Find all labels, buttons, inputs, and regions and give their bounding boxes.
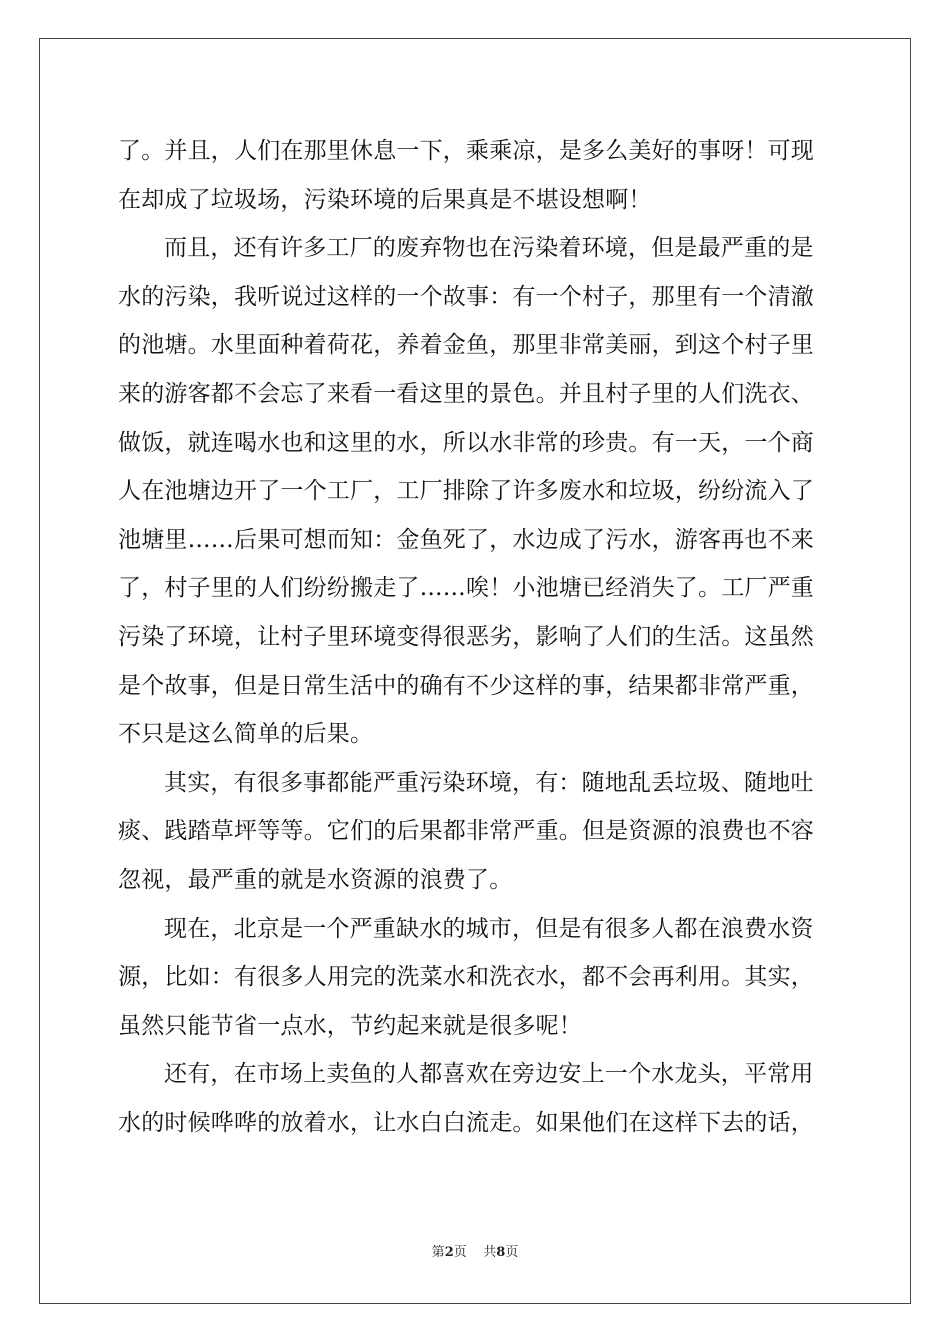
- paragraph-line: 源，比如：有很多人用完的洗菜水和洗衣水，都不会再利用。其实，: [118, 964, 814, 991]
- paragraph-line: 了，村子里的人们纷纷搬走了……唉！小池塘已经消失了。工厂严重: [118, 575, 814, 602]
- paragraph-line: 池塘里……后果可想而知：金鱼死了，水边成了污水，游客再也不来: [118, 526, 814, 553]
- paragraph-line: 还有，在市场上卖鱼的人都喜欢在旁边安上一个水龙头，平常用: [164, 1061, 814, 1088]
- paragraph-line: 来的游客都不会忘了来看一看这里的景色。并且村子里的人们洗衣、: [118, 380, 814, 407]
- paragraph-line: 在却成了垃圾场，污染环境的后果真是不堪设想啊！: [118, 186, 652, 213]
- document-body: [118, 127, 838, 1147]
- paragraph-line: 污染了环境，让村子里环境变得很恶劣，影响了人们的生活。这虽然: [118, 623, 814, 650]
- paragraph-line: 水的时候哗哗的放着水，让水白白流走。如果他们在这样下去的话，: [118, 1109, 814, 1136]
- paragraph-line: 是个故事，但是日常生活中的确有不少这样的事，结果都非常严重，: [118, 672, 814, 699]
- footer-suffix: 页: [505, 1245, 519, 1260]
- total-pages-number: 8: [496, 1245, 506, 1260]
- current-page-number: 2: [444, 1245, 454, 1260]
- paragraph-line: 痰、践踏草坪等等。它们的后果都非常严重。但是资源的浪费也不容: [118, 818, 814, 845]
- footer-prefix: 第: [431, 1245, 445, 1260]
- paragraph-line: 现在，北京是一个严重缺水的城市，但是有很多人都在浪费水资: [164, 915, 814, 942]
- paragraph-line: 忽视，最严重的就是水资源的浪费了。: [118, 866, 513, 893]
- paragraph-line: 了。并且，人们在那里休息一下，乘乘凉，是多么美好的事呀！可现: [118, 138, 814, 164]
- paragraph-line: 水的污染，我听说过这样的一个故事：有一个村子，那里有一个清澈: [118, 283, 814, 310]
- paragraph-line: 而且，还有许多工厂的废弃物也在污染着环境，但是最严重的是: [164, 235, 814, 262]
- page-footer: [0, 1244, 950, 1262]
- paragraph-line: 不只是这么简单的后果。: [118, 721, 374, 748]
- footer-middle: 页 共: [453, 1245, 497, 1260]
- paragraph-line: 其实，有很多事都能严重污染环境，有：随地乱丢垃圾、随地吐: [164, 769, 814, 796]
- paragraph-line: 人在池塘边开了一个工厂，工厂排除了许多废水和垃圾，纷纷流入了: [118, 478, 814, 505]
- paragraph-line: 做饭，就连喝水也和这里的水，所以水非常的珍贵。有一天，一个商: [118, 429, 814, 456]
- paragraph-line: 虽然只能节省一点水，节约起来就是很多呢！: [118, 1012, 582, 1039]
- paragraph-line: 的池塘。水里面种着荷花，养着金鱼，那里非常美丽，到这个村子里: [118, 332, 814, 359]
